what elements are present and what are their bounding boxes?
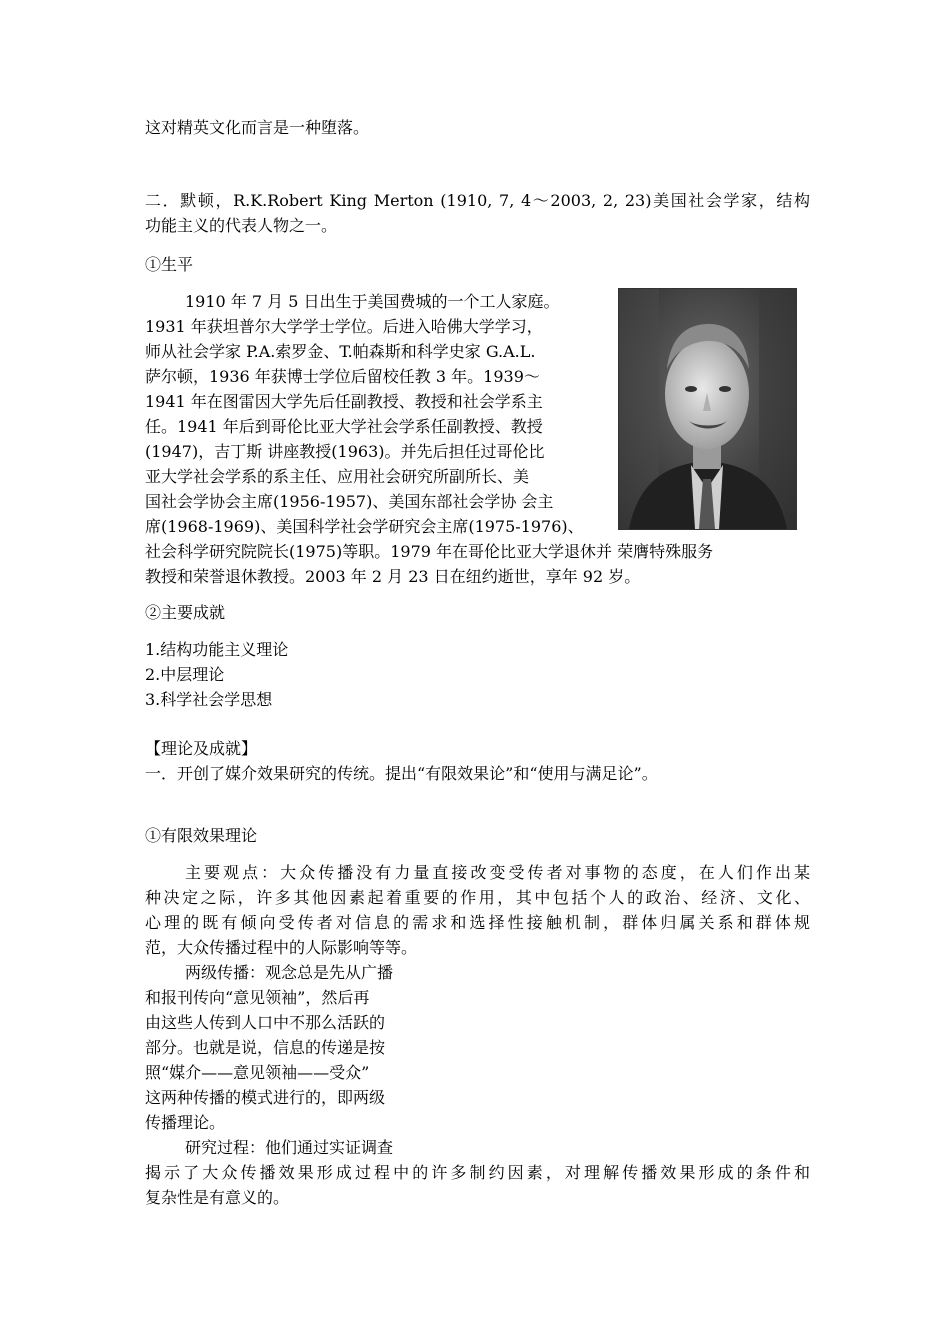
bio-title: ①生平	[145, 255, 194, 274]
section2-heading-line1: 二．默顿，R.K.Robert King Merton (1910, 7, 4～2003, 2, 23)美国社会学家，结构	[145, 191, 810, 210]
limited-effects-title: ①有限效果理论	[145, 826, 258, 845]
research-line: 复杂性是有意义的。	[145, 1188, 290, 1207]
two-step-line: 由这些人传到人口中不那么活跃的	[145, 1013, 386, 1032]
achievements-title: ②主要成就	[145, 603, 226, 622]
section2-heading-line2: 功能主义的代表人物之一。	[145, 216, 338, 235]
bio-line: 席(1968-1969)、美国科学社会学研究会主席(1975-1976)、	[145, 517, 584, 536]
limited-main-line: 主要观点：大众传播没有力量直接改变受传者对事物的态度，在人们作出某	[185, 863, 810, 882]
two-step-line: 照“媒介——意见领袖——受众”	[145, 1063, 370, 1082]
theory-line1: 一．开创了媒介效果研究的传统。提出“有限效果论”和“使用与满足论”。	[145, 764, 658, 783]
intro-end-text: 这对精英文化而言是一种堕落。	[145, 118, 370, 137]
bio-line: 1931 年获坦普尔大学学士学位。后进入哈佛大学学习，	[145, 317, 543, 336]
two-step-line: 两级传播：观念总是先从广播	[185, 963, 394, 982]
two-step-line: 部分。也就是说，信息的传递是按	[145, 1038, 386, 1057]
research-line: 研究过程：他们通过实证调查	[185, 1138, 394, 1157]
achievement-item: 1.结构功能主义理论	[145, 640, 289, 659]
bio-line: (1947)，吉丁斯 讲座教授(1963)。并先后担任过哥伦比	[145, 442, 545, 461]
bio-line: 萨尔顿，1936 年获博士学位后留校任教 3 年。1939～	[145, 367, 540, 386]
two-step-line: 这两种传播的模式进行的，即两级	[145, 1088, 386, 1107]
achievement-item: 2.中层理论	[145, 665, 225, 684]
bio-line: 任。1941 年后到哥伦比亚大学社会学系任副教授、教授	[145, 417, 543, 436]
bio-line: 社会科学研究院院长(1975)等职。1979 年在哥伦比亚大学退休并 荣膺特殊服务	[145, 542, 714, 561]
limited-main-line: 范，大众传播过程中的人际影响等等。	[145, 938, 418, 957]
bio-line: 教授和荣誉退休教授。2003 年 2 月 23 日在纽约逝世，享年 92 岁。	[145, 567, 641, 586]
two-step-line: 传播理论。	[145, 1113, 226, 1132]
limited-main-line: 心理的既有倾向受传者对信息的需求和选择性接触机制，群体归属关系和群体规	[145, 913, 810, 932]
bio-line: 1941 年在图雷因大学先后任副教授、教授和社会学系主	[145, 392, 543, 411]
two-step-line: 和报刊传向“意见领袖”，然后再	[145, 988, 370, 1007]
research-line: 揭示了大众传播效果形成过程中的许多制约因素，对理解传播效果形成的条件和	[145, 1163, 810, 1182]
achievement-item: 3.科学社会学思想	[145, 690, 273, 709]
bio-line: 师从社会学家 P.A.索罗金、T.帕森斯和科学史家 G.A.L.	[145, 342, 536, 361]
merton-portrait-photo	[618, 288, 797, 530]
theory-title: 【理论及成就】	[145, 739, 258, 758]
bio-line: 国社会学协会主席(1956-1957)、美国东部社会学协 会主	[145, 492, 554, 511]
bio-line: 亚大学社会学系的系主任、应用社会研究所副所长、美	[145, 467, 530, 486]
bio-line: 1910 年 7 月 5 日出生于美国费城的一个工人家庭。	[185, 292, 560, 311]
limited-main-line: 种决定之际，许多其他因素起着重要的作用，其中包括个人的政治、经济、文化、	[145, 888, 810, 907]
